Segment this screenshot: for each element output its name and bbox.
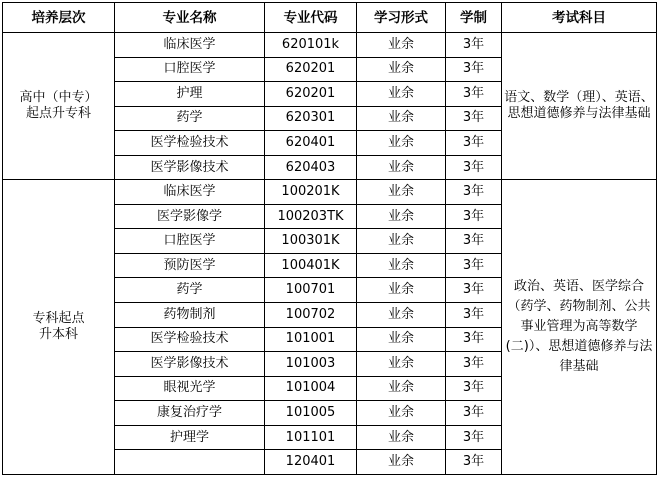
level-text-line: 升本科 bbox=[38, 327, 78, 343]
major-name-cell: 口腔医学 bbox=[115, 229, 265, 254]
major-code-cell: 101005 bbox=[265, 401, 357, 426]
duration-cell: 3年 bbox=[446, 253, 502, 278]
level-cell bbox=[3, 180, 115, 475]
major-name-cell: 医学影像学 bbox=[115, 204, 265, 229]
major-name-cell: 药学 bbox=[115, 106, 265, 131]
major-code-cell: 101001 bbox=[265, 327, 357, 352]
duration-cell: 3年 bbox=[446, 352, 502, 377]
major-name-cell: 医学影像技术 bbox=[115, 352, 265, 377]
study-form-cell: 业余 bbox=[357, 303, 446, 328]
major-code-cell: 620201 bbox=[265, 82, 357, 107]
study-form-cell: 业余 bbox=[357, 253, 446, 278]
study-form-cell: 业余 bbox=[357, 278, 446, 303]
duration-cell: 3年 bbox=[446, 425, 502, 450]
major-code-cell: 620101k bbox=[265, 33, 357, 58]
study-form-cell: 业余 bbox=[357, 229, 446, 254]
study-form-cell: 业余 bbox=[357, 352, 446, 377]
major-code-cell: 100401K bbox=[265, 253, 357, 278]
exam-subjects-cell: 政治、英语、医学综合（药学、药物制剂、公共事业管理为高等数学(二)）、思想道德修养与法律基础 bbox=[502, 180, 657, 475]
table-row bbox=[3, 33, 657, 58]
major-name-cell: 医学检验技术 bbox=[115, 131, 265, 156]
major-code-cell: 120401 bbox=[265, 450, 357, 475]
study-form-cell: 业余 bbox=[357, 106, 446, 131]
duration-cell: 3年 bbox=[446, 450, 502, 475]
exam-subjects-cell: 语文、数学（理）、英语、思想道德修养与法律基础 bbox=[502, 33, 657, 180]
major-code-cell: 101003 bbox=[265, 352, 357, 377]
major-name-cell: 预防医学 bbox=[115, 253, 265, 278]
study-form-cell: 业余 bbox=[357, 131, 446, 156]
duration-cell: 3年 bbox=[446, 131, 502, 156]
header-study-form: 学习形式 bbox=[357, 3, 446, 33]
major-name-cell: 口腔医学 bbox=[115, 57, 265, 82]
program-table bbox=[2, 2, 657, 475]
duration-cell: 3年 bbox=[446, 57, 502, 82]
study-form-cell: 业余 bbox=[357, 180, 446, 205]
table-body bbox=[3, 33, 657, 475]
duration-cell: 3年 bbox=[446, 303, 502, 328]
duration-cell: 3年 bbox=[446, 82, 502, 107]
major-code-cell: 620401 bbox=[265, 131, 357, 156]
study-form-cell: 业余 bbox=[357, 204, 446, 229]
study-form-cell: 业余 bbox=[357, 401, 446, 426]
major-code-cell: 100301K bbox=[265, 229, 357, 254]
major-code-cell: 620201 bbox=[265, 57, 357, 82]
duration-cell: 3年 bbox=[446, 33, 502, 58]
major-code-cell: 100201K bbox=[265, 180, 357, 205]
major-code-cell: 620301 bbox=[265, 106, 357, 131]
major-code-cell: 101004 bbox=[265, 376, 357, 401]
major-name-cell: 药学 bbox=[115, 278, 265, 303]
duration-cell: 3年 bbox=[446, 229, 502, 254]
level-text-line: 起点升专科 bbox=[25, 106, 91, 122]
level-cell bbox=[3, 33, 115, 180]
duration-cell: 3年 bbox=[446, 106, 502, 131]
duration-cell: 3年 bbox=[446, 204, 502, 229]
study-form-cell: 业余 bbox=[357, 82, 446, 107]
study-form-cell: 业余 bbox=[357, 327, 446, 352]
header-exam-subjects: 考试科目 bbox=[502, 3, 657, 33]
header-row bbox=[3, 3, 657, 33]
major-name-cell: 医学检验技术 bbox=[115, 327, 265, 352]
study-form-cell: 业余 bbox=[357, 57, 446, 82]
major-name-cell: 康复治疗学 bbox=[115, 401, 265, 426]
table-row bbox=[3, 180, 657, 205]
major-name-cell: 护理 bbox=[115, 82, 265, 107]
study-form-cell: 业余 bbox=[357, 376, 446, 401]
level-text-line: 专科起点 bbox=[32, 311, 85, 327]
duration-cell: 3年 bbox=[446, 155, 502, 180]
study-form-cell: 业余 bbox=[357, 33, 446, 58]
study-form-cell: 业余 bbox=[357, 450, 446, 475]
major-code-cell: 620403 bbox=[265, 155, 357, 180]
major-code-cell: 100701 bbox=[265, 278, 357, 303]
study-form-cell: 业余 bbox=[357, 425, 446, 450]
major-name-cell: 药物制剂 bbox=[115, 303, 265, 328]
header-level: 培养层次 bbox=[3, 3, 115, 33]
study-form-cell: 业余 bbox=[357, 155, 446, 180]
major-name-cell: 临床医学 bbox=[115, 180, 265, 205]
major-name-cell: 医学影像技术 bbox=[115, 155, 265, 180]
major-name-cell: 眼视光学 bbox=[115, 376, 265, 401]
duration-cell: 3年 bbox=[446, 401, 502, 426]
duration-cell: 3年 bbox=[446, 376, 502, 401]
major-name-cell bbox=[115, 450, 265, 475]
header-major-name: 专业名称 bbox=[115, 3, 265, 33]
duration-cell: 3年 bbox=[446, 327, 502, 352]
header-major-code: 专业代码 bbox=[265, 3, 357, 33]
duration-cell: 3年 bbox=[446, 180, 502, 205]
major-name-cell: 护理学 bbox=[115, 425, 265, 450]
major-code-cell: 100702 bbox=[265, 303, 357, 328]
major-code-cell: 100203TK bbox=[265, 204, 357, 229]
header-duration: 学制 bbox=[446, 3, 502, 33]
level-text-line: 高中（中专） bbox=[19, 90, 98, 106]
duration-cell: 3年 bbox=[446, 278, 502, 303]
major-name-cell: 临床医学 bbox=[115, 33, 265, 58]
major-code-cell: 101101 bbox=[265, 425, 357, 450]
